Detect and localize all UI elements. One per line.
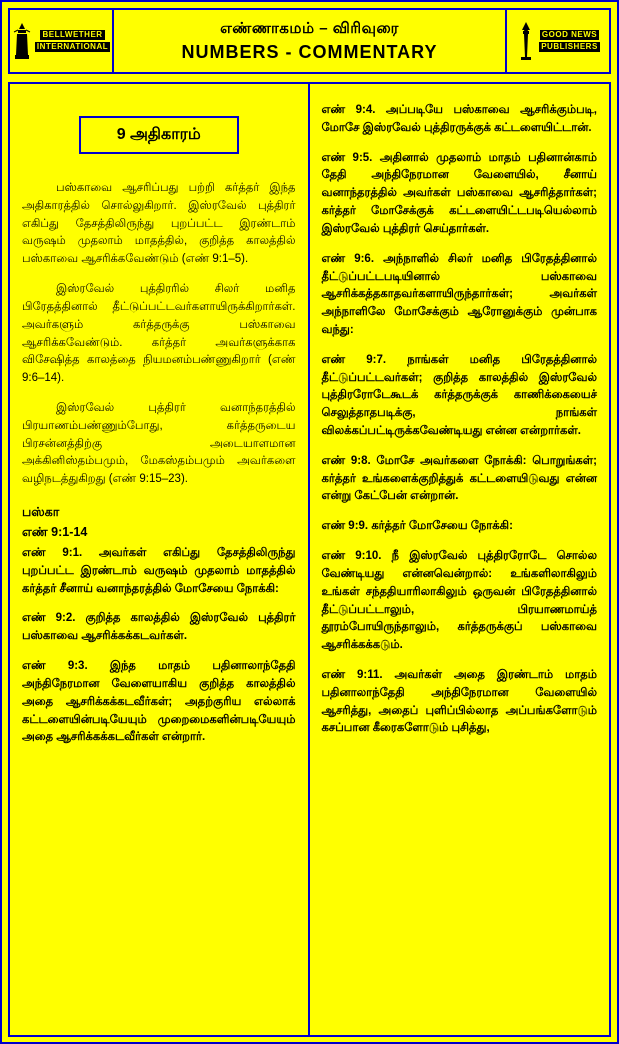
verse-9-10: எண் 9:10. நீ இஸ்ரவேல் புத்திரரோடே சொல்ல வேண்டியது என்னவென்றால்: உங்களிலாகிலும் உங்கள் சந்ததியாரிலாகிலும் ஒருவன் பிரேதத்தினால் தீட்டுப்பட்டாலும், பிரயாணமாய்த் தூரம்போயிருந்தாலும், கர்த்தருக்குப் பஸ்காவை ஆசரிக்கக்கடும். — [321, 550, 597, 652]
verse-9-8: எண் 9:8. மோசே அவர்களை நோக்கி: பொறுங்கள்; கர்த்தர் உங்களைக்குறித்துக் கட்டளையிடுவது என்ன என்று கேட்பேன் என்றான். — [321, 454, 597, 503]
page-body — [8, 82, 611, 1037]
verse-9-7: எண் 9:7. நாங்கள் மனித பிரேதத்தினால் தீட்டுப்பட்டவர்கள்; குறித்த காலத்தில் இஸ்ரவேல் புத்திரரோடேகூடக் கர்த்தருக்குக் காணிக்கையைச் செலுத்தாதபடிக்கு, நாங்கள் விலக்கப்பட்டிருக்கவேண்டியது என்ன என்றார்கள். — [321, 353, 597, 437]
bellwether-logo-line2: INTERNATIONAL — [36, 42, 109, 51]
header-title-block — [114, 10, 505, 72]
left-column — [10, 84, 310, 1035]
page-header — [8, 8, 611, 74]
verse-9-11: எண் 9:11. அவர்கள் அதை இரண்டாம் மாதம் பதினாலாந்தேதி அந்திநேரமான வேளையில் ஆசரித்து, அதைப் புளிப்பில்லாத அப்பங்களோடும் கசப்பான கீரைகளோடும் புசித்து, — [321, 668, 597, 735]
chapter-badge: 9 அதிகாரம் — [79, 116, 239, 154]
page-title-english: NUMBERS - COMMENTARY — [181, 41, 438, 62]
verse-9-6: எண் 9:6. அந்நாளில் சிலர் மனித பிரேதத்தினால் தீட்டுப்பட்டபடியினால் பஸ்காவை ஆசரிக்கத்தகாதவர்களாயிருந்தார்கள்; அவர்கள் அந்நாளிலே மோசேக்கும் ஆரோனுக்கும் முன்பாக வந்து: — [321, 252, 597, 336]
verse-9-9: எண் 9:9. கர்த்தர் மோசேயை நோக்கி: — [321, 520, 513, 533]
verse-9-4: எண் 9:4. அப்படியே பஸ்காவை ஆசரிக்கும்படி, மோசே இஸ்ரவேல் புத்திரருக்குக் கட்டளையிட்டான். — [321, 104, 597, 134]
bellwether-logo-line1: BELLWETHER — [42, 29, 103, 39]
page-title-tamil: எண்ணாகமம் – விரிவுரை — [220, 19, 399, 37]
section-heading: பஸ்கா — [22, 505, 60, 519]
good-news-logo-line2: PUBLISHERS — [541, 42, 598, 51]
torch-icon — [516, 21, 536, 61]
right-column — [310, 84, 610, 1035]
good-news-publishers-logo — [505, 10, 609, 72]
good-news-logo-line1: GOOD NEWS — [541, 29, 598, 39]
verse-9-1: எண் 9:1. அவர்கள் எகிப்து தேசத்திலிருந்து புறப்பட்ட இரண்டாம் வருஷம் முதலாம் மாதத்தில் கர்த்தர் சீனாய் வனாந்தரத்தில் மோசேயை நோக்கி: — [22, 547, 296, 595]
bellwether-international-logo — [10, 10, 114, 72]
verse-9-3: எண் 9:3. இந்த மாதம் பதினாலாந்தேதி அந்திநேரமான வேளையாகிய குறித்த காலத்தில் அதை ஆசரிக்கக்கடவீர்கள்; அதற்குரிய எல்லாக் கட்டளையின்படியேயும் முறைமைகளின்படியேயும் அதை ஆசரிக்கக்கடவீர்கள் என்றார். — [22, 660, 296, 744]
verse-9-2: எண் 9:2. குறித்த காலத்தில் இஸ்ரவேல் புத்திரர் பஸ்காவை ஆசரிக்கக்கடவர்கள். — [22, 612, 296, 643]
intro-paragraph-2: இஸ்ரவேல் புத்திரரில் சிலர் மனித பிரேதத்தினால் தீட்டுப்பட்டவர்களாயிருக்கிறார்கள். அவர்களும் கர்த்தருக்கு பஸ்காவை ஆசரிக்கவேண்டும். கர்த்தர் அவர்களுக்காக விசேஷித்த காலத்தை நியமனம்பண்ணுகிறார் (எண் 9:6–14). — [22, 283, 296, 385]
intro-paragraph-3: இஸ்ரவேல் புத்திரர் வனாந்தரத்தில் பிரயாணம்பண்ணும்போது, கர்த்தருடைய பிரசன்னத்திற்கு அடையாளமான அக்கினிஸ்தம்பமும், மேகஸ்தம்பமும் அவர்களை வழிநடத்துகிறது (எண் 9:15–23). — [22, 401, 296, 486]
verse-9-5: எண் 9:5. அதினால் முதலாம் மாதம் பதினான்காம் தேதி அந்திநேரமான வேளையில், சீனாய் வனாந்தரத்தில் அவர்கள் பஸ்காவை ஆசரித்தார்கள்; கர்த்தர் மோசேக்குக் கட்டளையிட்டபடியெல்லாம் இஸ்ரவேல் புத்திரர் செய்தார்கள். — [321, 151, 597, 235]
intro-paragraph-1: பஸ்காவை ஆசரிப்பது பற்றி கர்த்தர் இந்த அதிகாரத்தில் சொல்லுகிறார். இஸ்ரவேல் புத்திரர் எகிப்து தேசத்திலிருந்து புறப்பட்ட இரண்டாம் வருஷம் முதலாம் மாதத்தில், குறித்த காலத்தில் பஸ்காவை ஆசரிக்கவேண்டும் (எண் 9:1–5). — [22, 182, 296, 266]
section-heading-reference: எண் 9:1-14 — [22, 525, 88, 539]
lighthouse-icon — [12, 21, 32, 61]
